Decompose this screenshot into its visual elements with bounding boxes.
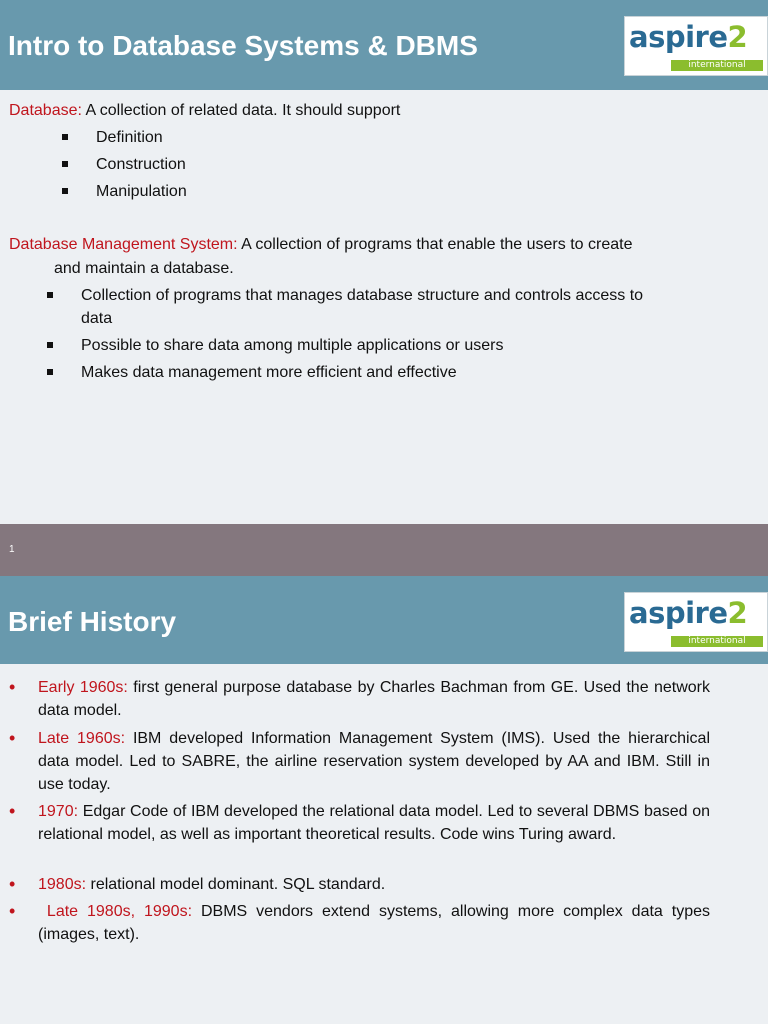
dbms-bullet: Possible to share data among multiple applications or users xyxy=(81,337,504,354)
history-item: • 1970: Edgar Code of IBM developed the relational data model. Led to several DBMS based on relational model, as well as important theoretical results. Code wins Turing award. xyxy=(9,801,710,843)
database-bullet: Definition xyxy=(96,129,163,146)
dbms-bullet: Makes data management more efficient and effective xyxy=(81,364,457,381)
dbms-bullet-cont: data xyxy=(81,310,113,327)
logo-wordmark: aspire2 xyxy=(629,596,748,630)
round-bullet-icon: • xyxy=(9,677,16,697)
slide-number: 1 xyxy=(9,544,15,555)
history-term: 1980s: xyxy=(38,876,87,893)
database-bullet: Construction xyxy=(96,156,186,173)
history-term: Early 1960s: xyxy=(38,679,128,696)
database-bullet: Manipulation xyxy=(96,183,187,200)
round-bullet-icon: • xyxy=(9,728,16,748)
history-term: Late 1980s, 1990s: xyxy=(38,903,193,920)
database-term: Database: xyxy=(9,102,82,119)
dbms-definition: Database Management System: A collection of programs that enable the users to create xyxy=(9,236,633,253)
history-item: • 1980s: relational model dominant. SQL standard. xyxy=(9,874,386,894)
history-item: • Late 1980s, 1990s: DBMS vendors extend systems, allowing more complex data types (images, text). xyxy=(9,901,710,943)
database-definition: Database: A collection of related data. It should support xyxy=(9,102,401,119)
history-item: • Early 1960s: first general purpose database by Charles Bachman from GE. Used the network data model. xyxy=(9,677,711,719)
title-bar xyxy=(0,576,768,664)
round-bullet-icon: • xyxy=(9,874,16,894)
history-term: Late 1960s: xyxy=(38,730,126,747)
history-term: 1970: xyxy=(38,803,79,820)
slide-title: Brief History xyxy=(8,606,177,637)
logo-band: international xyxy=(671,636,763,647)
dbms-term: Database Management System: xyxy=(9,236,238,253)
aspire2-logo xyxy=(624,592,768,652)
round-bullet-icon: • xyxy=(9,801,16,821)
history-item: • Late 1960s: IBM developed Information Management System (IMS). Used the hierarchical data model. Led to SABRE, the airline reservation system developed by AA and IBM. Still in use today. xyxy=(9,728,710,793)
slide-title: Intro to Database Systems & DBMS xyxy=(8,30,478,61)
aspire2-logo xyxy=(624,16,768,76)
slide-2 xyxy=(0,576,768,1024)
slide-divider xyxy=(0,524,768,576)
title-bar xyxy=(0,0,768,90)
logo-band: international xyxy=(671,60,763,71)
dbms-bullet: Collection of programs that manages database structure and controls access to xyxy=(81,287,644,304)
logo-wordmark: aspire2 xyxy=(629,20,748,54)
dbms-definition-cont: and maintain a database. xyxy=(54,260,234,277)
round-bullet-icon: • xyxy=(9,901,16,921)
